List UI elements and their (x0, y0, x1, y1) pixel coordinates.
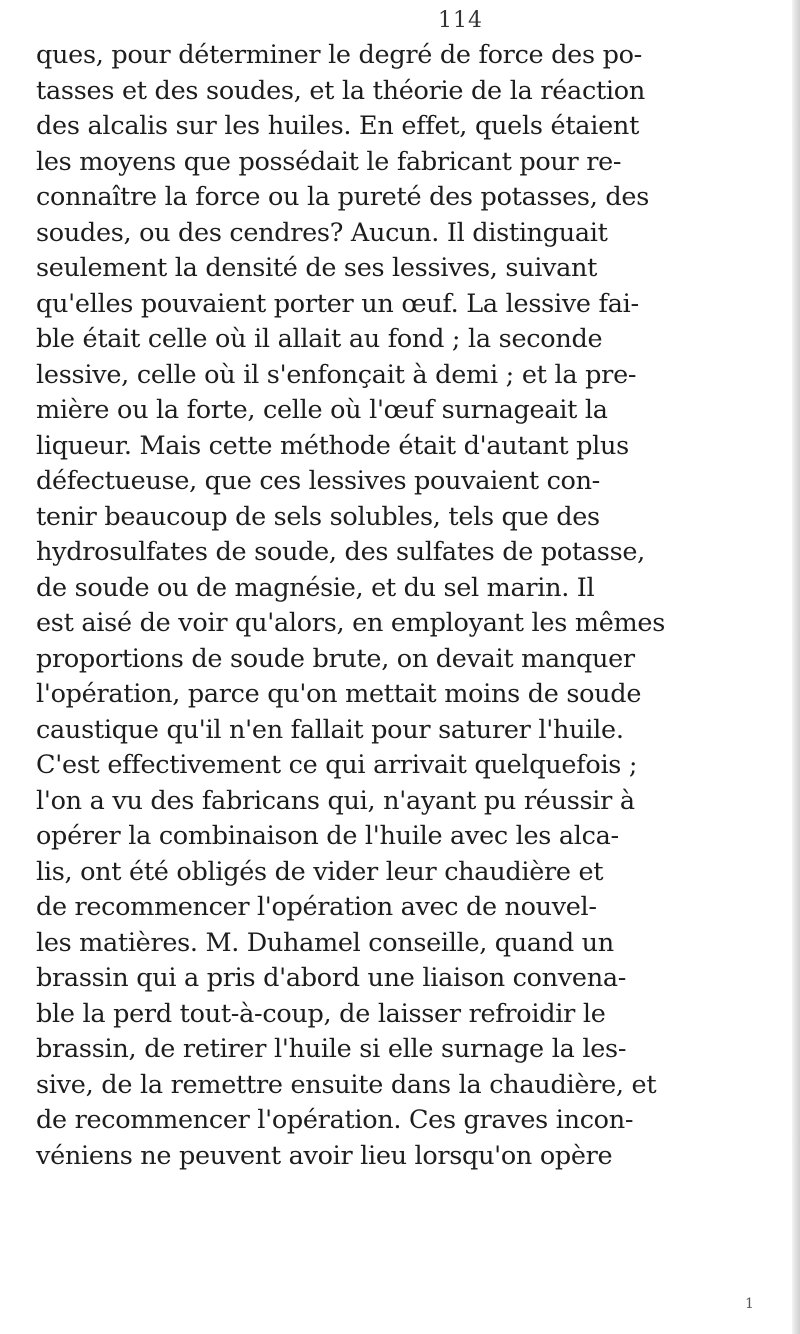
text-line: mière ou la forte, celle où l'œuf surnageait la (36, 395, 608, 425)
text-line: ble la perd tout-à-coup, de laisser refroidir le (36, 998, 606, 1029)
text-line: de soude ou de magnésie, et du sel marin. Il (36, 572, 595, 603)
text-line: tasses et des soudes, et la théorie de la réaction (36, 75, 646, 106)
text-line: qu'elles pouvaient porter un œuf. La lessive fai- (36, 288, 639, 319)
corner-mark: 1 (745, 1296, 754, 1312)
page-number: 114 (438, 8, 483, 33)
text-line: de recommencer l'opération. Ces graves incon- (36, 1105, 634, 1135)
text-line: brassin, de retirer l'huile si elle surnage la les- (36, 1034, 627, 1064)
text-line: les matières. M. Duhamel conseille, quand un (36, 927, 614, 958)
text-line: de recommencer l'opération avec de nouvel- (36, 892, 597, 922)
text-line: seulement la densité de ses lessives, suivant (36, 253, 598, 283)
text-line: les moyens que possédait le fabricant pour re- (36, 146, 622, 177)
text-line: opérer la combinaison de l'huile avec les alca- (36, 821, 619, 851)
text-line: véniens ne peuvent avoir lieu lorsqu'on opère (36, 1140, 613, 1171)
text-line: ble était celle où il allait au fond ; la seconde (36, 324, 603, 354)
text-line: lessive, celle où il s'enfonçait à demi ; et la pre- (36, 359, 637, 390)
text-line: ques, pour déterminer le degré de force des po- (36, 40, 642, 70)
page-body (36, 38, 780, 1174)
text-line: caustique qu'il n'en fallait pour saturer l'huile. (36, 714, 624, 745)
text-line: tenir beaucoup de sels solubles, tels que des (36, 501, 600, 532)
page-edge-shadow (792, 0, 800, 1334)
text-line: l'opération, parce qu'on mettait moins de soude (36, 679, 642, 709)
text-line: lis, ont été obligés de vider leur chaudière et (36, 856, 604, 887)
text-line: brassin qui a pris d'abord une liaison convena- (36, 963, 627, 993)
text-line: C'est effectivement ce qui arrivait quelquefois ; (36, 750, 638, 780)
text-line: l'on a vu des fabricans qui, n'ayant pu réussir à (36, 785, 635, 816)
text-line: liqueur. Mais cette méthode était d'autant plus (36, 430, 629, 461)
text-line: des alcalis sur les huiles. En effet, quels étaient (36, 111, 640, 141)
text-line: soudes, ou des cendres? Aucun. Il distinguait (36, 217, 608, 248)
text-line: proportions de soude brute, on devait manquer (36, 643, 635, 674)
text-line: défectueuse, que ces lessives pouvaient con- (36, 466, 600, 496)
text-line: hydrosulfates de soude, des sulfates de potasse, (36, 537, 645, 567)
text-line: sive, de la remettre ensuite dans la chaudière, et (36, 1069, 657, 1100)
text-line: connaître la force ou la pureté des potasses, des (36, 182, 650, 212)
text-line: est aisé de voir qu'alors, en employant les mêmes (36, 608, 666, 638)
